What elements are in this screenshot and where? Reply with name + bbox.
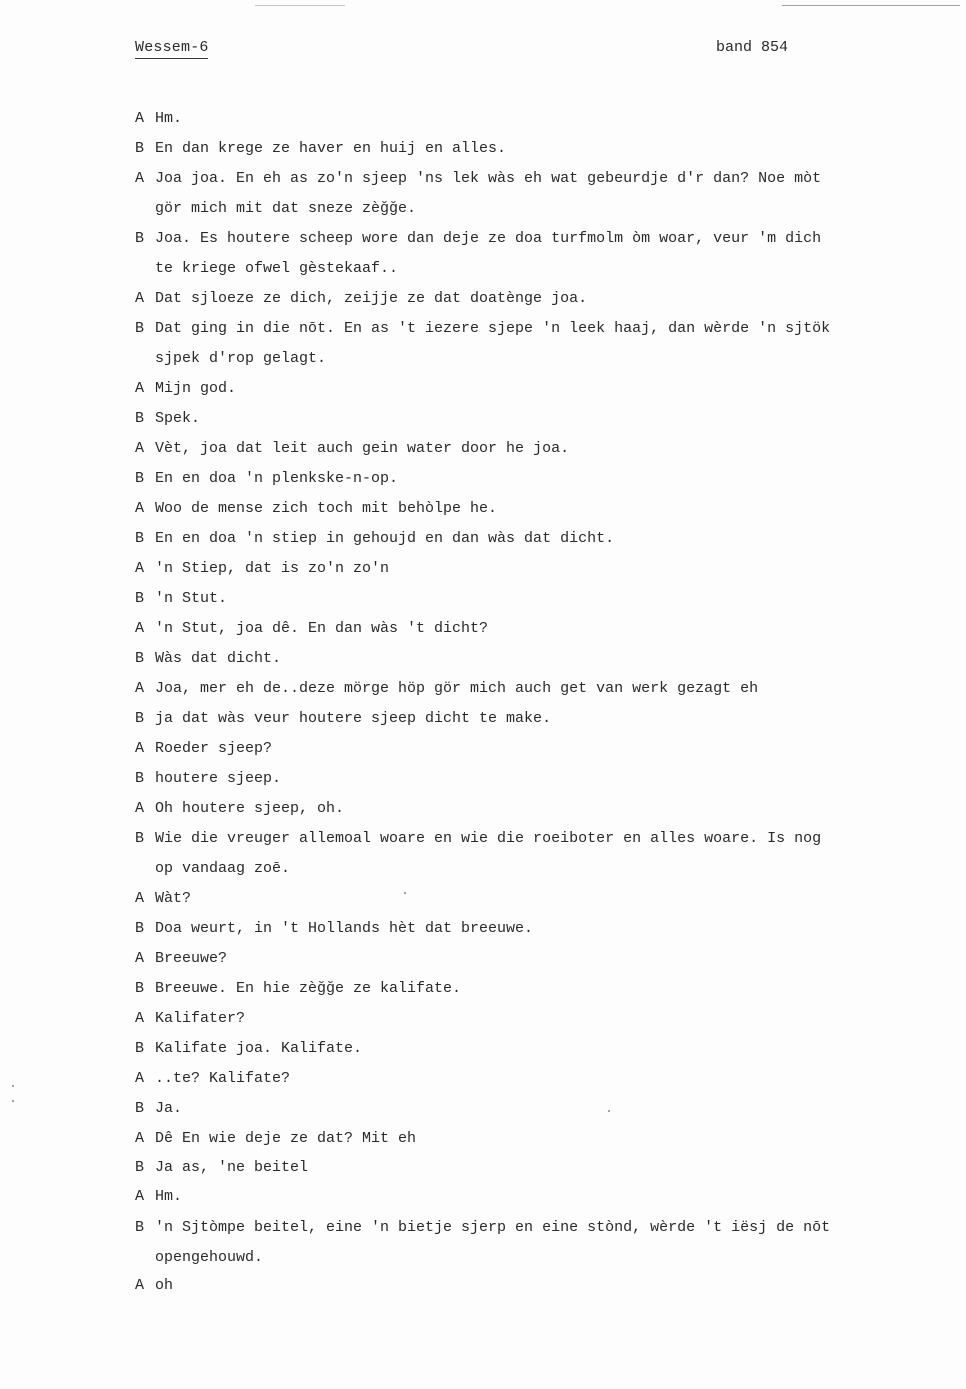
speaker-label: A <box>135 890 145 907</box>
speaker-label: A <box>135 380 145 397</box>
top-rule-left <box>255 5 345 6</box>
utterance-text: Breeuwe? <box>155 950 228 967</box>
scan-speck <box>12 1085 14 1087</box>
utterance-text: Ja as, 'ne beitel <box>155 1159 309 1176</box>
speaker-label: A <box>135 1277 145 1294</box>
speaker-label: B <box>135 1040 145 1057</box>
utterance-text: Hm. <box>155 110 183 127</box>
speaker-label: B <box>135 470 145 487</box>
utterance-text: Wàt? <box>155 890 192 907</box>
speaker-label: B <box>135 650 145 667</box>
utterance-continuation: opengehouwd. <box>155 1249 264 1266</box>
speaker-label: B <box>135 1219 145 1236</box>
utterance-text: Wàs dat dicht. <box>155 650 282 667</box>
utterance-continuation: op vandaag zoē. <box>155 860 291 877</box>
utterance-text: Woo de mense zich toch mit behòlpe he. <box>155 500 498 517</box>
speaker-label: A <box>135 1188 145 1205</box>
header-underline <box>135 58 208 59</box>
speaker-label: A <box>135 1070 145 1087</box>
utterance-text: ja dat wàs veur houtere sjeep dicht te make. <box>155 710 552 727</box>
speaker-label: A <box>135 1130 145 1147</box>
utterance-text: Hm. <box>155 1188 183 1205</box>
speaker-label: B <box>135 920 145 937</box>
utterance-text: 'n Stiep, dat is zo'n zo'n <box>155 560 390 577</box>
speaker-label: A <box>135 680 145 697</box>
speaker-label: A <box>135 740 145 757</box>
utterance-text: Doa weurt, in 't Hollands hèt dat breeuwe. <box>155 920 534 937</box>
speaker-label: A <box>135 500 145 517</box>
utterance-continuation: te kriege ofwel gèstekaaf.. <box>155 260 399 277</box>
top-rule-right <box>782 5 960 6</box>
utterance-text: Wie die vreuger allemoal woare en wie die roeiboter en alles woare. Is nog <box>155 830 822 847</box>
speaker-label: B <box>135 710 145 727</box>
speaker-label: B <box>135 830 145 847</box>
utterance-text: 'n Stut. <box>155 590 228 607</box>
utterance-text: oh <box>155 1277 174 1294</box>
speaker-label: B <box>135 530 145 547</box>
scan-speck <box>12 1100 14 1102</box>
utterance-text: Dat ging in die nōt. En as 't iezere sjepe 'n leek haaj, dan wèrde 'n sjtök <box>155 320 831 337</box>
utterance-continuation: sjpek d'rop gelagt. <box>155 350 327 367</box>
utterance-text: Kalifate joa. Kalifate. <box>155 1040 363 1057</box>
speaker-label: A <box>135 560 145 577</box>
utterance-text: Dat sjloeze ze dich, zeijje ze dat doatènge joa. <box>155 290 588 307</box>
header-band-number: band 854 <box>716 39 789 56</box>
speaker-label: B <box>135 410 145 427</box>
utterance-text: houtere sjeep. <box>155 770 282 787</box>
speaker-label: B <box>135 230 145 247</box>
speaker-label: A <box>135 170 145 187</box>
speaker-label: A <box>135 800 145 817</box>
utterance-text: Joa joa. En eh as zo'n sjeep 'ns lek wàs eh wat gebeurdje d'r dan? Noe mòt <box>155 170 822 187</box>
utterance-text: En en doa 'n stiep in gehoujd en dan wàs dat dicht. <box>155 530 615 547</box>
utterance-text: Joa, mer eh de..deze mörge höp gör mich auch get van werk gezagt eh <box>155 680 759 697</box>
speaker-label: A <box>135 110 145 127</box>
utterance-text: 'n Sjtòmpe beitel, eine 'n bietje sjerp en eine stònd, wèrde 't iësj de nōt <box>155 1219 831 1236</box>
utterance-continuation: gör mich mit dat sneze zèğğe. <box>155 200 417 217</box>
speaker-label: A <box>135 1010 145 1027</box>
speaker-label: B <box>135 1100 145 1117</box>
scan-speck <box>608 1110 610 1112</box>
speaker-label: A <box>135 950 145 967</box>
utterance-text: Joa. Es houtere scheep wore dan deje ze doa turfmolm òm woar, veur 'm dich <box>155 230 822 247</box>
utterance-text: Roeder sjeep? <box>155 740 273 757</box>
utterance-text: Oh houtere sjeep, oh. <box>155 800 345 817</box>
utterance-text: ..te? Kalifate? <box>155 1070 291 1087</box>
speaker-label: A <box>135 440 145 457</box>
scan-speck <box>404 892 406 894</box>
speaker-label: B <box>135 140 145 157</box>
utterance-text: Mijn god. <box>155 380 237 397</box>
utterance-text: En en doa 'n plenkske-n-op. <box>155 470 399 487</box>
speaker-label: B <box>135 980 145 997</box>
speaker-label: B <box>135 320 145 337</box>
utterance-text: Vèt, joa dat leit auch gein water door he joa. <box>155 440 570 457</box>
header-title: Wessem-6 <box>135 39 209 56</box>
speaker-label: B <box>135 1159 145 1176</box>
utterance-text: 'n Stut, joa dê. En dan wàs 't dicht? <box>155 620 489 637</box>
utterance-text: Kalifater? <box>155 1010 246 1027</box>
speaker-label: B <box>135 590 145 607</box>
speaker-label: A <box>135 290 145 307</box>
utterance-text: Breeuwe. En hie zèğğe ze kalifate. <box>155 980 462 997</box>
utterance-text: En dan krege ze haver en huij en alles. <box>155 140 507 157</box>
utterance-text: Ja. <box>155 1100 183 1117</box>
utterance-text: Spek. <box>155 410 201 427</box>
utterance-text: Dê En wie deje ze dat? Mit eh <box>155 1130 417 1147</box>
speaker-label: A <box>135 620 145 637</box>
speaker-label: B <box>135 770 145 787</box>
